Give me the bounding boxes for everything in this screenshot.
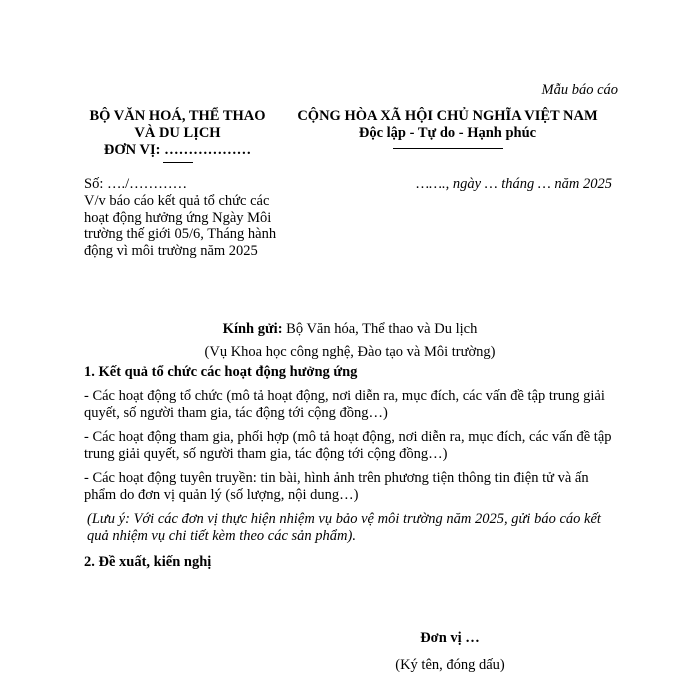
issuer-header: [70, 108, 285, 163]
header-divider: [163, 162, 193, 163]
document-number: Số: …./…………: [84, 176, 188, 192]
signature-unit: Đơn vị …: [420, 630, 480, 646]
section1-item-participated: - Các hoạt động tham gia, phối hợp (mô tả hoạt động, nơi diễn ra, mục đích, các vấn đề tập trung giải quyết, số người tham gia, tác động tới cộng đồng…): [84, 428, 612, 462]
motto-underline: [393, 148, 503, 149]
national-motto: Độc lập - Tự do - Hạnh phúc: [358, 125, 537, 141]
national-header: [285, 108, 610, 149]
section1-item-organized: - Các hoạt động tổ chức (mô tả hoạt động, nơi diễn ra, mục đích, các vấn đề tập trung giải quyết, số người tham gia, tác động tới cộng đồng…): [84, 387, 605, 421]
form-label: Mẫu báo cáo: [541, 82, 618, 98]
ministry-name-line2: VÀ DU LỊCH: [134, 125, 221, 141]
unit-name: ĐƠN VỊ: ………………: [103, 142, 252, 158]
section1-item-communication: - Các hoạt động tuyên truyền: tin bài, hình ảnh trên phương tiện thông tin điện tử và ấn phẩm do đơn vị quản lý (số lượng, nội dung…): [84, 469, 589, 503]
report-body: [84, 364, 620, 577]
signature-instruction: (Ký tên, đóng dấu): [395, 657, 505, 673]
recipient-name: Bộ Văn hóa, Thể thao và Du lịch: [286, 321, 478, 337]
ministry-name-line1: BỘ VĂN HOÁ, THỂ THAO: [89, 108, 266, 124]
recipient-block: [0, 318, 700, 364]
section1-note: (Lưu ý: Với các đơn vị thực hiện nhiệm vụ bảo vệ môi trường năm 2025, gửi báo cáo kết quả nhiệm vụ chi tiết kèm theo các sản phẩm).: [87, 510, 601, 544]
document-subject: V/v báo cáo kết quả tổ chức các hoạt động hưởng ứng Ngày Môi trường thế giới 05/6, Tháng hành động vì môi trường năm 2025: [84, 193, 277, 259]
date-line: ……., ngày … tháng … năm 2025: [416, 176, 612, 192]
section2-title: 2. Đề xuất, kiến nghị: [84, 553, 212, 570]
recipient-department: (Vụ Khoa học công nghệ, Đào tạo và Môi trường): [204, 344, 496, 360]
country-name: CỘNG HÒA XÃ HỘI CHỦ NGHĨA VIỆT NAM: [297, 108, 598, 124]
signature-block: [380, 625, 520, 679]
recipient-label: Kính gửi:: [222, 321, 283, 337]
section1-title: 1. Kết quả tổ chức các hoạt động hưởng ứng: [84, 364, 358, 380]
